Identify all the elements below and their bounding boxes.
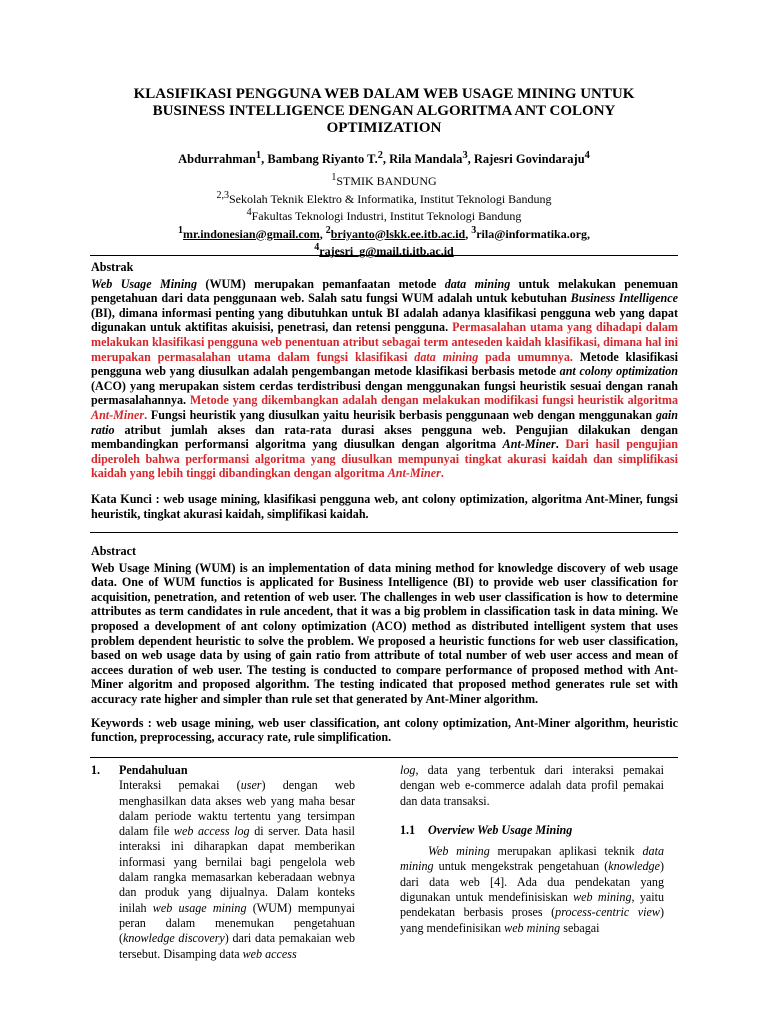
abstrak-body: Web Usage Mining (WUM) merupakan pemanfaatan metode data mining untuk melakukan penemuan pengetahuan dari data penggunaan web. Salah satu fungsi WUM adalah untuk kebutuhan Business Intelligence (BI), dimana informasi penting yang dibutuhkan untuk BI adalah adanya klasifikasi pengguna web yang dapat digunakan untuk aktifitas akuisisi, penetrasi, dan retensi pengguna. Permasalahan utama yang dihadapi dalam melakukan klasifikasi pengguna web penentuan atribut sebagai term anteseden kaidah klasifikasi, dimana hal ini merupakan permasalahan utama dalam fungsi klasifikasi data mining pada umumnya. Metode klasifikasi pengguna web yang diusulkan adalah pengembangan metode klasifikasi berbasis metode ant colony optimization (ACO) yang merupakan sistem cerdas terdistribusi dengan menggunakan fungsi heuristik sesuai dengan ranah permasalahannya. Metode yang dikembangkan adalah dengan melakukan modifikasi fungsi heuristik algoritma Ant-Miner. Fungsi heuristik yang diusulkan yaitu heurisik berbasis penggunaan web dengan menggunakan gain ratio atribut jumlah akses dan rata-rata durasi akses pengguna web. Pengujian dilakukan dengan membandingkan performansi algoritma yang diusulkan dengan algoritma Ant-Miner. Dari hasil pengujian diperoleh bahwa performansi algoritma yang diusulkan mempunyai tingkat akurasi kaidah dan simplifikasi kaidah yang lebih tinggi dibandingkan dengan algoritma Ant-Miner. [91,276,679,481]
right-column [400,763,664,936]
divider [90,532,678,533]
email-link[interactable]: rajesri_g@mail.ti.itb.ac.id [319,244,454,258]
keywords: Keywords : web usage mining, web user classification, ant colony optimization, Ant-Miner algorithm, heuristic function, preprocessing, accuracy rate, rule simplification. [91,715,678,745]
author-list: Abdurrahman$^1$, Bambang Riyanto T.$^2$, Rila Mandala$^3$, Rajesri Govindaraju$^4$ [178,150,590,167]
author-emails: $^1$mr.indonesian@gmail.com, $^2$briyanto@lskk.ee.itb.ac.id, $^3$rila@informatika.org, [177,224,591,241]
abstract-heading: Abstract [91,544,137,558]
paper-title: KLASIFIKASI PENGGUNA WEB DALAM WEB USAGE MINING UNTUK BUSINESS INTELLIGENCE DENGAN ALGORITMA ANT COLONY OPTIMIZATION [133,86,635,136]
email-link[interactable]: mr.indonesian@gmail.com [182,226,320,241]
abstract-body: Web Usage Mining (WUM) is an implementation of data mining method for knowledge discovery of web usage data. One of WUM functios is applicated for Business Intelligence (BI) to provide web user classification for acquisition, penetration, and retention of web user. The challenges in web user classification is how to determine attributes as term candidates in rule ancedent, that it was a big problem in classification task in data mining. We proposed a development of ant colony optimization (ACO) method as distributed intelligent system that uses problem dependent heuristic to solve the problem. We proposed a heuristic functions for web user classification, based on web usage data by using of gain ratio from attribute of total number of web user access and mean of accees duration of web user. The testing is conducted to compare performance of proposed method with Ant-Miner algoritm and proposed algorithm. The testing indicated that proposed method generates rule set with accuracy rate higher and simpler than rule set that generated by Ant-Miner algorithm. [91,560,678,706]
section-paragraph: log, data yang terbentuk dari interaksi pemakai dengan web e-commerce adalah data profil pemakai dan data transaksi. [400,763,664,808]
abstract-section [91,544,678,745]
section-paragraph: Web mining merupakan aplikasi teknik data mining untuk mengekstrak pengetahuan (knowledge) dari data web [4]. Ada dua pendekatan yang digunakan untuk mendefinisiskan web mining, yaitu pendekatan berbasis proses (process-centric view) yang mendefinisikan web mining sebagai [400,844,664,935]
section-heading: 1. Pendahuluan [91,763,188,777]
left-column [91,763,355,962]
email-link[interactable]: briyanto@lskk.ee.itb.ac.id [330,226,466,241]
email-link[interactable]: rila@informatika.org, [476,226,591,241]
subsection-heading: 1.1 Overview Web Usage Mining [400,822,573,837]
section-paragraph: Interaksi pemakai (user) dengan web menghasilkan data akses web yang maha besar dalam periode waktu tertentu yang tersimpan dalam file web access log di server. Data hasil interaksi ini diharapkan dapat memberikan informasi yang bernilai bagi pengelola web dalam rangka memasarkan keberadaan webnya dan produk yang dijualnya. Dalam konteks inilah web usage mining (WUM) mempunyai peran dalam menemukan pengetahuan (knowledge discovery) dari data pemakaian web tersebut. Disamping data web access [119,778,356,961]
divider [90,255,678,256]
divider [90,757,678,758]
kata-kunci: Kata Kunci : web usage mining, klasifikasi pengguna web, ant colony optimization, algoritma Ant-Miner, fungsi heuristik, tingkat akurasi kaidah, simplifikasi kaidah. [91,491,678,521]
affiliations: $^1$STMIK BANDUNG $^{2,3}$Sekolah Teknik Elektro & Informatika, Institut Teknologi Bandung $^4$Fakultas Teknologi Industri, Institut Teknologi Bandung $^1$mr.indonesian@gmail.com, $^2$briyanto@lskk.ee.itb.ac.id, $^3$rila@informatika.org, $^4$rajesri_g@mail.ti.itb.ac.id [80,171,688,259]
abstrak-heading: Abstrak [91,260,134,274]
abstrak-section [91,260,678,521]
